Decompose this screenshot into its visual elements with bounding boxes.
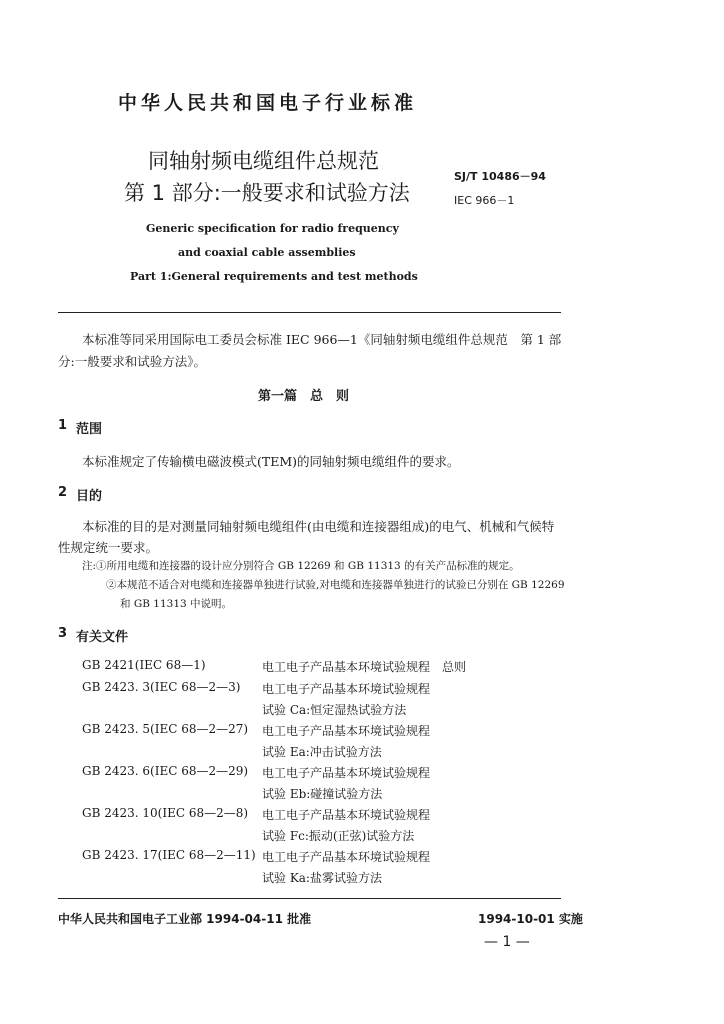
title-cn-line2: 第 1 部分:一般要求和试验方法 [124,181,410,205]
intro-line1: 本标准等同采用国际电工委员会标准 IEC 966—1《同轴射频电缆组件总规范 第 1 部 [82,332,562,347]
standard-code: SJ/T 10486－94 [454,170,546,183]
doc-test-name: 试验 Ka:盐雾试验方法 [262,871,382,885]
doc-code: GB 2421(IEC 68—1) [82,658,206,672]
part-heading: 第一篇 总 则 [258,389,350,404]
doc-code: GB 2423. 6(IEC 68—2—29) [82,764,249,778]
section-2-title: 目的 [76,489,103,504]
doc-code: GB 2423. 17(IEC 68—2—11) [82,848,256,862]
doc-name: 电工电子产品基本环境试验规程 总则 [262,660,467,674]
doc-test-name: 试验 Eb:碰撞试验方法 [262,787,383,801]
doc-code: GB 2423. 10(IEC 68—2—8) [82,806,249,820]
title-cn-line1: 同轴射频电缆组件总规范 [148,149,379,173]
section-2-number: 2 [58,485,68,500]
title-en-line1: Generic specification for radio frequency [146,222,399,235]
section-1-number: 1 [58,418,68,433]
title-en-line2: and coaxial cable assemblies [178,246,356,259]
org-title: 中华人民共和国电子行业标准 [118,92,418,114]
title-en-line3: Part 1:General requirements and test methods [130,270,418,283]
section-2-text-line2: 性规定统一要求。 [58,540,159,555]
intro-line2: 分:一般要求和试验方法》。 [58,354,206,369]
implementation-date: 1994-10-01 实施 [478,912,583,926]
title-divider [58,312,561,313]
footer-divider [58,898,561,899]
section-2-note1: 注:①所用电缆和连接器的设计应分别符合 GB 12269 和 GB 11313 的有关产品标准的规定。 [82,560,520,572]
doc-test-name: 试验 Ea:冲击试验方法 [262,745,382,759]
doc-name: 电工电子产品基本环境试验规程 [262,724,431,738]
doc-test-name: 试验 Fc:振动(正弦)试验方法 [262,829,415,843]
section-2-text-line1: 本标准的目的是对测量同轴射频电缆组件(由电缆和连接器组成)的电气、机械和气候特 [82,519,555,534]
doc-code: GB 2423. 5(IEC 68—2—27) [82,722,249,736]
doc-code: GB 2423. 3(IEC 68—2—3) [82,680,241,694]
section-2-note2-line2: 和 GB 11313 中说明。 [120,598,233,610]
section-1-title: 范围 [76,422,103,437]
section-3-title: 有关文件 [76,630,129,645]
section-1-text: 本标准规定了传输横电磁波模式(TEM)的同轴射频电缆组件的要求。 [82,454,460,469]
doc-name: 电工电子产品基本环境试验规程 [262,808,431,822]
doc-test-name: 试验 Ca:恒定湿热试验方法 [262,703,407,717]
iec-code: IEC 966－1 [454,194,515,207]
page-number: — 1 — [484,934,530,950]
section-3-number: 3 [58,626,68,641]
doc-name: 电工电子产品基本环境试验规程 [262,682,431,696]
section-2-note2-line1: ②本规范不适合对电缆和连接器单独进行试验,对电缆和连接器单独进行的试验已分别在 GB 12269 [106,579,565,591]
approval-line: 中华人民共和国电子工业部 1994-04-11 批准 [58,912,312,926]
doc-name: 电工电子产品基本环境试验规程 [262,766,431,780]
doc-name: 电工电子产品基本环境试验规程 [262,850,431,864]
